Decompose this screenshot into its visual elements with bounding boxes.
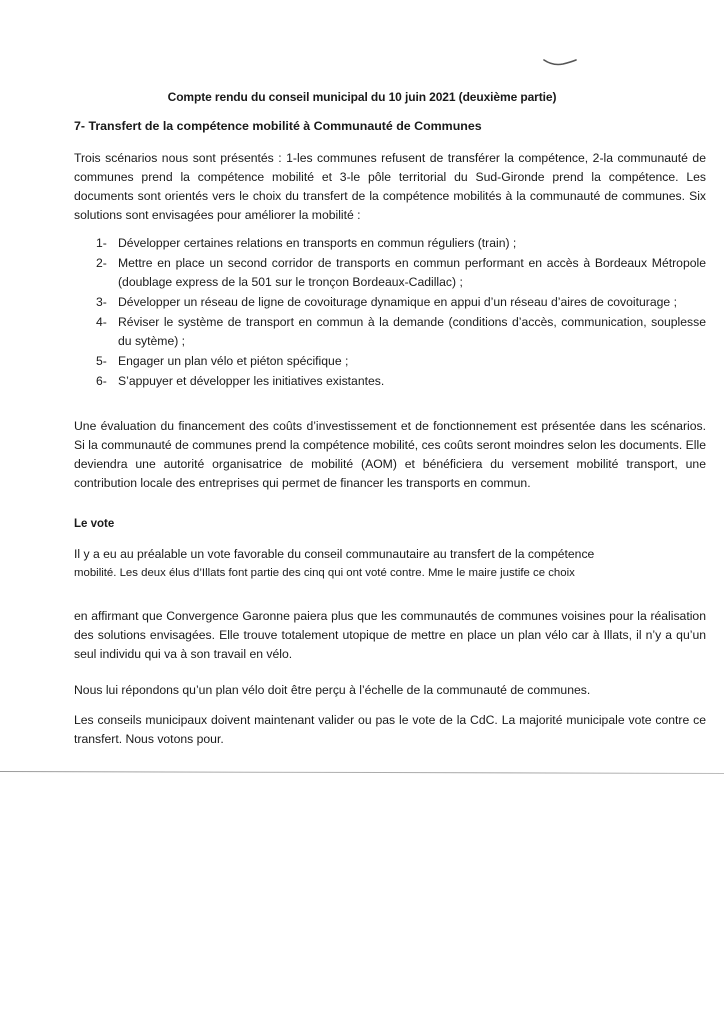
document-title: Compte rendu du conseil municipal du 10 juin 2021 (deuxième partie): [167, 90, 557, 104]
list-item-number: 1-: [96, 236, 107, 250]
vote-paragraph: [74, 545, 706, 583]
list-item: [96, 352, 706, 371]
vote-paragraph-line-1: Il y a eu au préalable un vote favorable du conseil communautaire au transfert de la compétence: [74, 547, 595, 561]
list-item: [96, 293, 706, 312]
list-item: [96, 254, 706, 292]
list-item-text: Développer un réseau de ligne de covoiturage dynamique en appui d’un réseau d’aires de covoiturage ;: [118, 295, 677, 309]
list-item-text: Mettre en place un second corridor de transports en commun performant en accès à Bordeaux Métropole (doublage express de la 501 sur le tronçon Bordeaux-Cadillac) ;: [118, 256, 706, 289]
list-item-number: 5-: [96, 354, 107, 368]
list-item-text: S’appuyer et développer les initiatives existantes.: [118, 374, 385, 388]
list-item: [96, 313, 706, 351]
list-item-text: Réviser le système de transport en commun à la demande (conditions d’accès, communication, souplesse du sytème) ;: [118, 315, 706, 348]
list-item-number: 3-: [96, 295, 107, 309]
vote-paragraph-line-2: mobilité. Les deux élus d’Illats font partie des cinq qui ont voté contre. Mme le maire justife ce choix: [74, 567, 575, 579]
list-item-text: Développer certaines relations en transports en commun réguliers (train) ;: [118, 236, 517, 250]
list-item-number: 4-: [96, 315, 107, 329]
vote-heading: Le vote: [74, 518, 115, 530]
list-item: [96, 372, 706, 391]
list-item-number: 6-: [96, 374, 107, 388]
mayor-justification-paragraph: en affirmant que Convergence Garonne paiera plus que les communautés de communes voisines pour la réalisation des solutions envisagées. Elle trouve totalement utopique de mettre en place un plan vélo car à Illats, il n’y a qu’un seul individu qui va à son travail en vélo.: [74, 609, 706, 661]
solutions-list: [96, 234, 706, 392]
list-item: [96, 234, 706, 253]
response-paragraph: Nous lui répondons qu’un plan vélo doit être perçu à l’échelle de la communauté de communes.: [74, 683, 591, 697]
page-fold-line: [0, 771, 724, 774]
section-heading: 7- Transfert de la compétence mobilité à Communauté de Communes: [74, 119, 482, 133]
financing-paragraph: Une évaluation du financement des coûts d’investissement et de fonctionnement est présentée dans les scénarios. Si la communauté de communes prend la compétence mobilité, ces coûts seront moindres selon les documents. Elle deviendra une autorité organisatrice de mobilité (AOM) et bénéficiera du versement mobilité transport, une contribution locale des entreprises qui permet de financer les transports en commun.: [74, 419, 706, 490]
intro-paragraph: Trois scénarios nous sont présentés : 1-les communes refusent de transférer la compétence, 2-la communauté de communes prend la compétence mobilité et 3-le pôle territorial du Sud-Gironde prend la compétence. Les documents sont orientés vers le choix du transfert de la compétence mobilités à la communauté de communes. Six solutions sont envisagées pour améliorer la mobilité :: [74, 151, 706, 222]
list-item-number: 2-: [96, 256, 107, 270]
conclusion-paragraph: Les conseils municipaux doivent maintenant valider ou pas le vote de la CdC. La majorité municipale vote contre ce transfert. Nous votons pour.: [74, 713, 706, 746]
scan-artifact-mark: [543, 58, 577, 66]
list-item-text: Engager un plan vélo et piéton spécifique ;: [118, 354, 349, 368]
